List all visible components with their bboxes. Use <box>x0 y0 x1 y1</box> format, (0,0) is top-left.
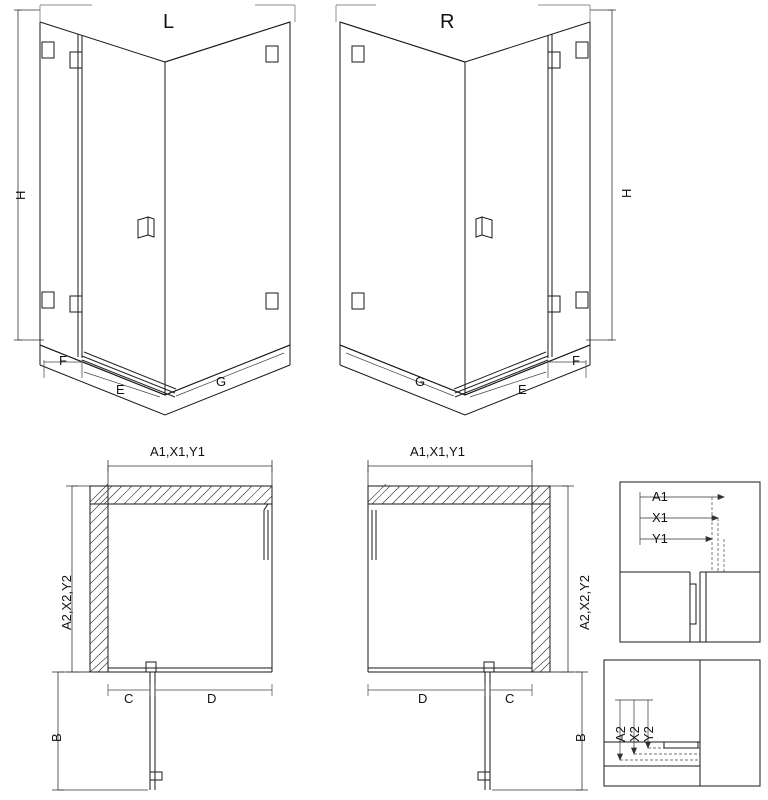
right-plan-view <box>368 460 588 790</box>
left-plan-view <box>49 460 272 790</box>
right-plan-d-label: D <box>418 691 428 706</box>
right-plan-b-label: B <box>573 733 588 742</box>
left-e-label: E <box>116 382 125 397</box>
detail-bottom-y2-label: Y2 <box>641 726 656 742</box>
left-plan-top-dim: A1,X1,Y1 <box>150 444 205 459</box>
view-label-left: L <box>163 11 175 33</box>
left-plan-b-label: B <box>49 733 64 742</box>
left-height-label: H <box>13 190 28 200</box>
right-g-label: G <box>415 374 426 389</box>
right-height-label: H <box>619 188 634 198</box>
right-e-label: E <box>518 382 527 397</box>
left-plan-d-label: D <box>207 691 217 706</box>
right-f-label: F <box>572 353 580 368</box>
right-plan-side-dim: A2,X2,Y2 <box>577 575 592 630</box>
detail-bottom-view <box>604 660 760 786</box>
view-label-right: R <box>440 11 455 33</box>
detail-top-view <box>620 482 760 642</box>
left-plan-side-dim: A2,X2,Y2 <box>59 575 74 630</box>
detail-bottom-a2-label: A2 <box>613 726 628 742</box>
left-perspective-view <box>14 5 295 415</box>
left-plan-c-label: C <box>124 691 134 706</box>
detail-top-y1-label: Y1 <box>652 531 668 546</box>
right-plan-top-dim: A1,X1,Y1 <box>410 444 465 459</box>
left-f-label: F <box>59 353 67 368</box>
left-g-label: G <box>216 374 227 389</box>
detail-top-a1-label: A1 <box>652 489 668 504</box>
detail-bottom-x2-label: X2 <box>627 726 642 742</box>
right-plan-c-label: C <box>505 691 515 706</box>
detail-top-x1-label: X1 <box>652 510 668 525</box>
